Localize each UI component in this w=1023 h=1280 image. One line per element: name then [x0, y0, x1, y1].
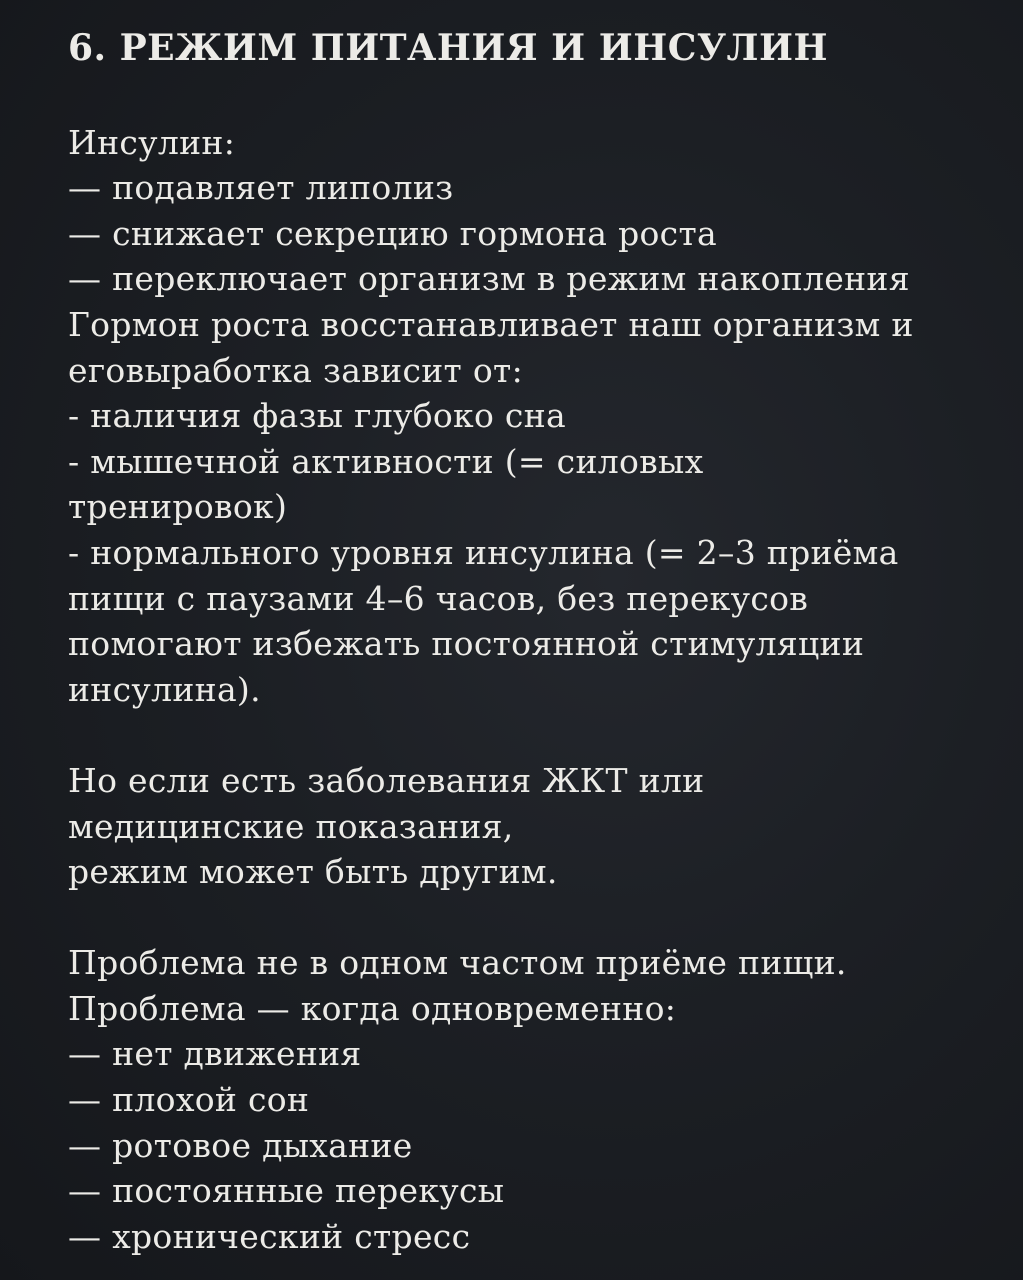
text-line: тренировок) [68, 487, 288, 527]
text-line: — нет движения [68, 1034, 362, 1074]
text-line: — переключает организм в режим накопления [68, 259, 910, 299]
text-line: — ротовое дыхание [68, 1125, 413, 1165]
text-line: Гормон роста восстанавливает наш организм и [68, 304, 914, 344]
text-line: режим может быть другим. [68, 852, 558, 892]
medical-note-section [68, 758, 983, 895]
text-line: медицинские показания, [68, 806, 514, 846]
text-line: Проблема — когда одновременно: [68, 988, 677, 1028]
page-title: 6. РЕЖИМ ПИТАНИЯ И ИНСУЛИН [68, 27, 828, 69]
text-line: - нормального уровня инсулина (= 2–3 приёма [68, 532, 899, 572]
text-line: еговыработка зависит от: [68, 350, 524, 390]
spacer [68, 74, 983, 120]
text-line: — хронический стресс [68, 1216, 471, 1256]
spacer [68, 712, 983, 758]
problem-section [68, 940, 983, 1259]
text-line: — снижает секрецию гормона роста [68, 213, 717, 253]
spacer [68, 895, 983, 941]
text-line: Проблема не в одном частом приёме пищи. [68, 943, 847, 983]
text-line: инсулина). [68, 669, 261, 709]
text-line: Инсулин: [68, 122, 236, 162]
insulin-section [68, 120, 983, 713]
text-line: — постоянные перекусы [68, 1171, 505, 1211]
text-line: - мышечной активности (= силовых [68, 441, 704, 481]
text-line: пищи с паузами 4–6 часов, без перекусов [68, 578, 809, 618]
text-line: - наличия фазы глубоко сна [68, 396, 566, 436]
text-line: помогают избежать постоянной стимуляции [68, 624, 865, 664]
text-line: — подавляет липолиз [68, 168, 454, 208]
text-line: Но если есть заболевания ЖКТ или [68, 760, 705, 800]
text-line: — плохой сон [68, 1080, 310, 1120]
